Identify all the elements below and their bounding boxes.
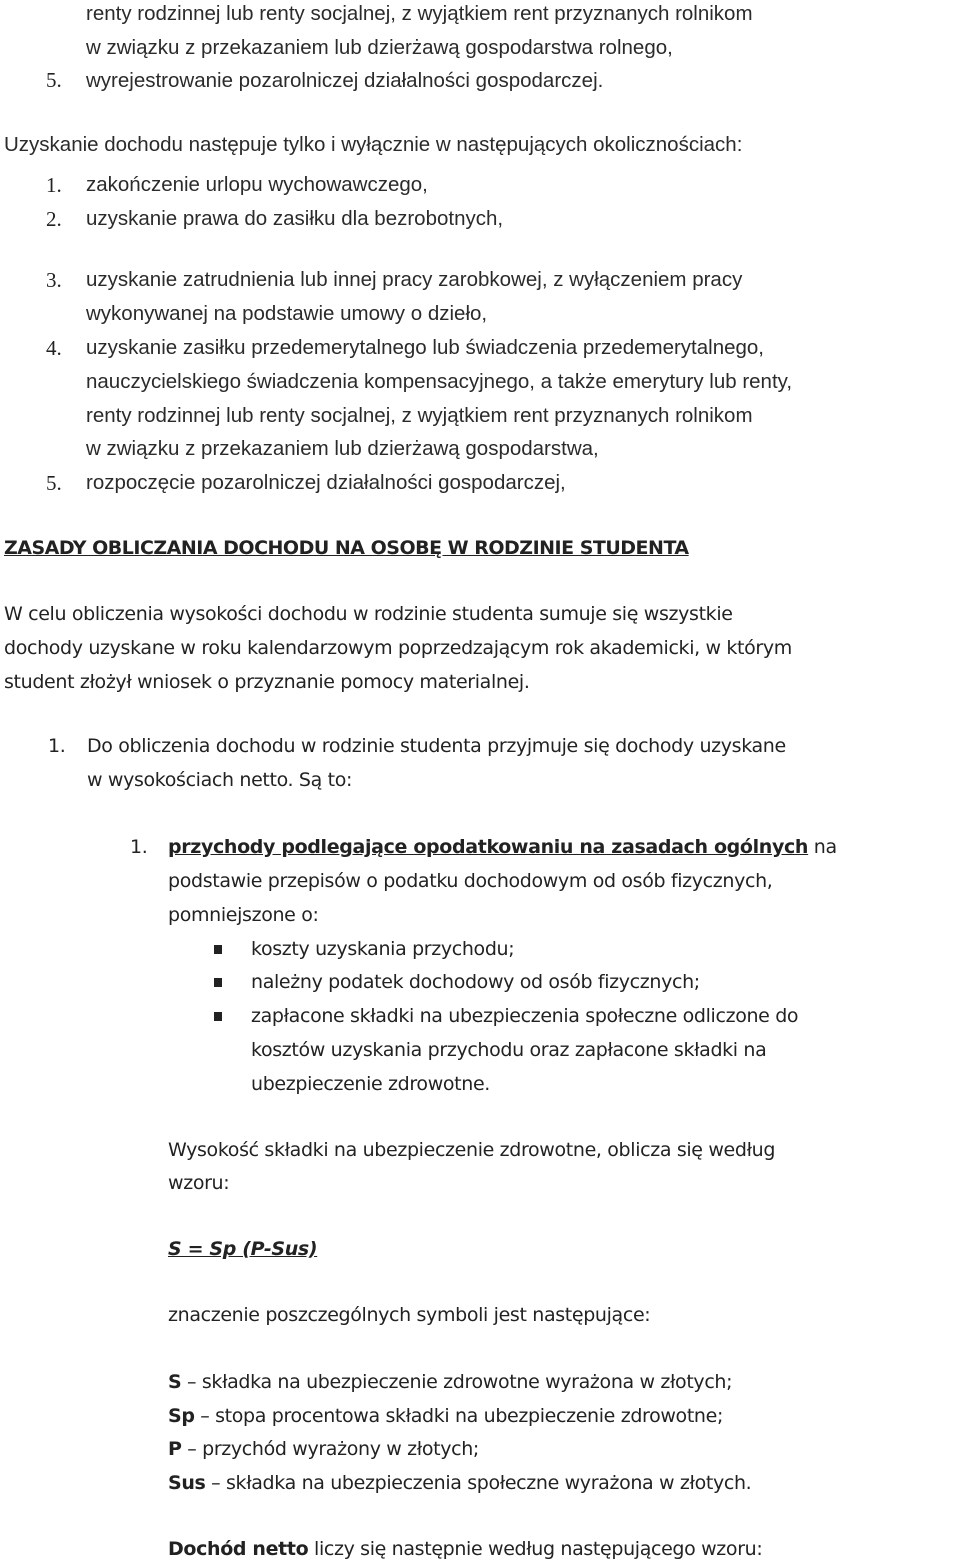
list-text: uzyskanie prawa do zasiłku dla bezrobotnych,	[86, 207, 504, 230]
symbol-description: – stopa procentowa składki na ubezpieczenie zdrowotne;	[194, 1405, 723, 1427]
list-text: wyrejestrowanie pozarolniczej działalności gospodarczej.	[86, 69, 604, 92]
symbol-description: – przychód wyrażony w złotych;	[181, 1438, 479, 1460]
square-bullet-icon	[214, 1012, 222, 1021]
square-bullet-icon	[214, 945, 222, 954]
net-income-text: liczy się następnie według następującego wzoru:	[308, 1538, 763, 1560]
symbol-description: – składka na ubezpieczenie zdrowotne wyrażona w złotych;	[181, 1371, 733, 1393]
net-income-term: Dochód netto	[168, 1538, 309, 1560]
list-text: nauczycielskiego świadczenia kompensacyjnego, a także emerytury lub renty,	[86, 370, 793, 393]
list-text: rozpoczęcie pozarolniczej działalności gospodarczej,	[86, 471, 566, 494]
list-number: 2.	[46, 207, 62, 231]
square-bullet-icon	[214, 978, 222, 987]
symbol: P	[168, 1438, 182, 1460]
symbol: Sus	[168, 1472, 206, 1494]
list-text: zakończenie urlopu wychowawczego,	[86, 173, 428, 196]
bullet-text: kosztów uzyskania przychodu oraz zapłacone składki na	[251, 1039, 767, 1061]
list-text	[168, 838, 837, 857]
list-text: uzyskanie zasiłku przedemerytalnego lub świadczenia przedemerytalnego,	[86, 336, 765, 359]
list-text: uzyskanie zatrudnienia lub innej pracy zarobkowej, z wyłączeniem pracy	[86, 268, 743, 291]
list-number: 4.	[46, 336, 62, 360]
bullet-text: ubezpieczenie zdrowotne.	[251, 1073, 490, 1095]
formula-intro: wzoru:	[168, 1172, 230, 1194]
list-a-continuation-2: w związku z przekazaniem lub dzierżawą gospodarstwa rolnego,	[86, 36, 673, 59]
symbol: Sp	[168, 1405, 195, 1427]
formula: S = Sp (P-Sus)	[168, 1238, 318, 1260]
symbols-intro: znaczenie poszczególnych symboli jest następujące:	[168, 1304, 651, 1326]
paragraph-line: dochody uzyskane w roku kalendarzowym poprzedzającym rok akademicki, w którym	[4, 637, 792, 659]
list-a-continuation-1: renty rodzinnej lub renty socjalnej, z wyjątkiem rent przyznanych rolnikom	[86, 2, 753, 25]
paragraph-line: W celu obliczenia wysokości dochodu w rodzinie studenta sumuje się wszystkie	[4, 603, 733, 625]
formula-intro: Wysokość składki na ubezpieczenie zdrowotne, oblicza się według	[168, 1139, 776, 1161]
list-number: 1.	[48, 735, 66, 757]
taxable-income-term: przychody podlegające opodatkowaniu na zasadach ogólnych	[168, 836, 809, 858]
section-heading: ZASADY OBLICZANIA DOCHODU NA OSOBĘ W RODZINIE STUDENTA	[4, 537, 689, 559]
list-text-rest: na	[808, 836, 837, 858]
symbol-description: – składka na ubezpieczenia społeczne wyrażona w złotych.	[205, 1472, 752, 1494]
list-text: wykonywanej na podstawie umowy o dzieło,	[86, 302, 488, 325]
list-number: 5.	[46, 471, 62, 495]
bullet-text: koszty uzyskania przychodu;	[251, 938, 515, 960]
net-income-line	[168, 1540, 762, 1559]
symbol-definition	[168, 1407, 723, 1426]
list-text: Do obliczenia dochodu w rodzinie studenta przyjmuje się dochody uzyskane	[87, 735, 786, 757]
list-text: pomniejszone o:	[168, 904, 319, 926]
list-text: renty rodzinnej lub renty socjalnej, z wyjątkiem rent przyznanych rolnikom	[86, 404, 753, 427]
intro-circumstances: Uzyskanie dochodu następuje tylko i wyłącznie w następujących okolicznościach:	[4, 133, 743, 156]
bullet-text: należny podatek dochodowy od osób fizycznych;	[251, 971, 700, 993]
symbol-definition	[168, 1373, 732, 1392]
list-text: w związku z przekazaniem lub dzierżawą gospodarstwa,	[86, 437, 599, 460]
symbol-definition	[168, 1440, 479, 1459]
bullet-text: zapłacone składki na ubezpieczenia społeczne odliczone do	[251, 1005, 799, 1027]
symbol: S	[168, 1371, 182, 1393]
list-number: 5.	[46, 68, 62, 92]
list-text: podstawie przepisów o podatku dochodowym od osób fizycznych,	[168, 870, 773, 892]
list-number: 3.	[46, 268, 62, 292]
paragraph-line: student złożył wniosek o przyznanie pomocy materialnej.	[4, 671, 530, 693]
list-number: 1.	[130, 836, 148, 858]
symbol-definition	[168, 1474, 751, 1493]
list-number: 1.	[46, 173, 62, 197]
list-text: w wysokościach netto. Są to:	[87, 769, 353, 791]
